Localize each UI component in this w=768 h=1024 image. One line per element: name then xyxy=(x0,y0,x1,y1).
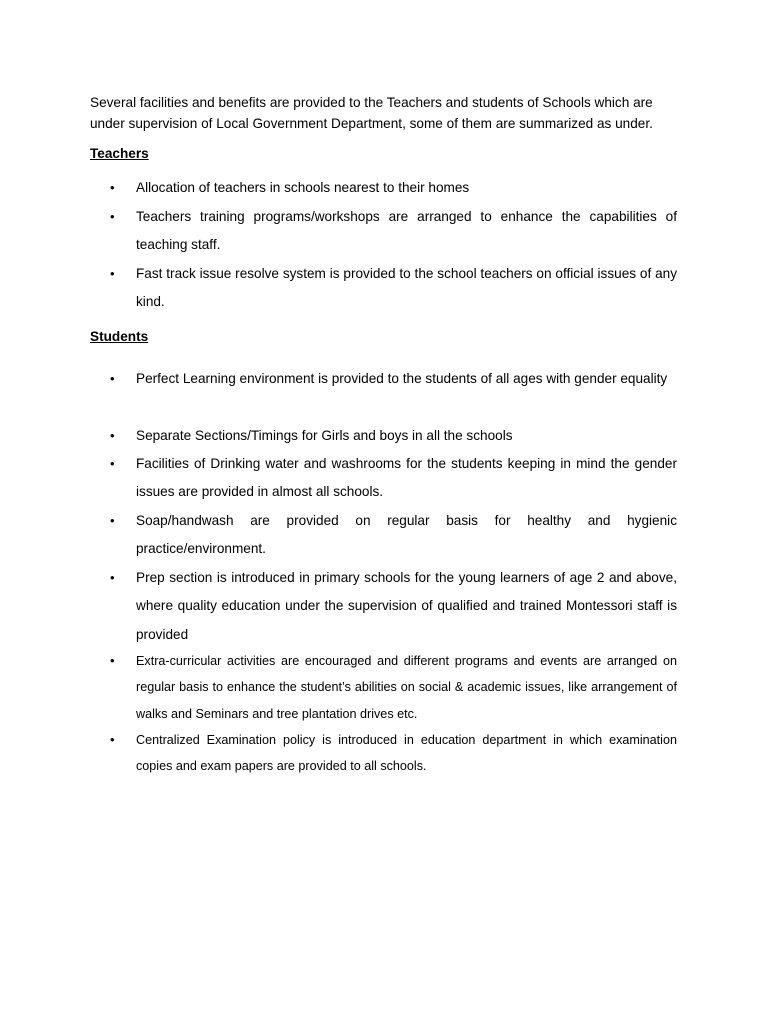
list-item-text: Allocation of teachers in schools nearest to their homes xyxy=(136,180,470,195)
teachers-heading: Teachers xyxy=(90,146,149,161)
list-item-text: Extra-curricular activities are encouraged and different programs and events are arranged on regular basis to enhance the student’s abilities on social & academic issues, like arrangement of walks and Seminars and tree plantation drives etc. xyxy=(136,654,677,721)
bullet-icon: • xyxy=(110,428,115,443)
bullet-icon: • xyxy=(110,653,115,668)
teachers-list xyxy=(0,174,677,317)
bullet-icon: • xyxy=(110,371,115,386)
bullet-icon: • xyxy=(110,456,115,471)
list-item-text: Fast track issue resolve system is provided to the school teachers on official issues of any kind. xyxy=(136,266,677,310)
list-item-text: Separate Sections/Timings for Girls and boys in all the schools xyxy=(136,428,513,443)
students-list xyxy=(0,365,677,780)
list-item-text: Teachers training programs/workshops are arranged to enhance the capabilities of teaching staff. xyxy=(136,209,677,253)
list-item xyxy=(0,174,677,203)
students-heading: Students xyxy=(90,329,149,344)
intro-paragraph: Several facilities and benefits are provided to the Teachers and students of Schools which are under supervision of Local Government Department, some of them are summarized as under. xyxy=(90,95,653,131)
bullet-icon: • xyxy=(110,570,115,585)
list-item xyxy=(0,203,677,260)
bullet-icon: • xyxy=(110,180,115,195)
bullet-icon: • xyxy=(110,266,115,281)
list-item-text: Perfect Learning environment is provided to the students of all ages with gender equality xyxy=(136,371,668,386)
bullet-icon: • xyxy=(110,513,115,528)
list-item xyxy=(0,648,677,727)
list-item xyxy=(0,422,677,450)
list-item xyxy=(0,564,677,648)
list-item-text: Prep section is introduced in primary schools for the young learners of age 2 and above, where quality education under the supervision of qualified and trained Montessori staff is provided xyxy=(136,570,677,642)
list-item xyxy=(0,507,677,564)
list-item-text: Facilities of Drinking water and washrooms for the students keeping in mind the gender issues are provided in almost all schools. xyxy=(136,456,677,500)
bullet-icon: • xyxy=(110,732,115,747)
bullet-icon: • xyxy=(110,209,115,224)
list-item xyxy=(0,365,677,422)
list-item-text: Soap/handwash are provided on regular basis for healthy and hygienic practice/environment. xyxy=(136,513,677,557)
list-item xyxy=(0,727,677,780)
list-item xyxy=(0,260,677,317)
list-item-text: Centralized Examination policy is introduced in education department in which examination copies and exam papers are provided to all schools. xyxy=(136,733,677,774)
list-item xyxy=(0,450,677,507)
